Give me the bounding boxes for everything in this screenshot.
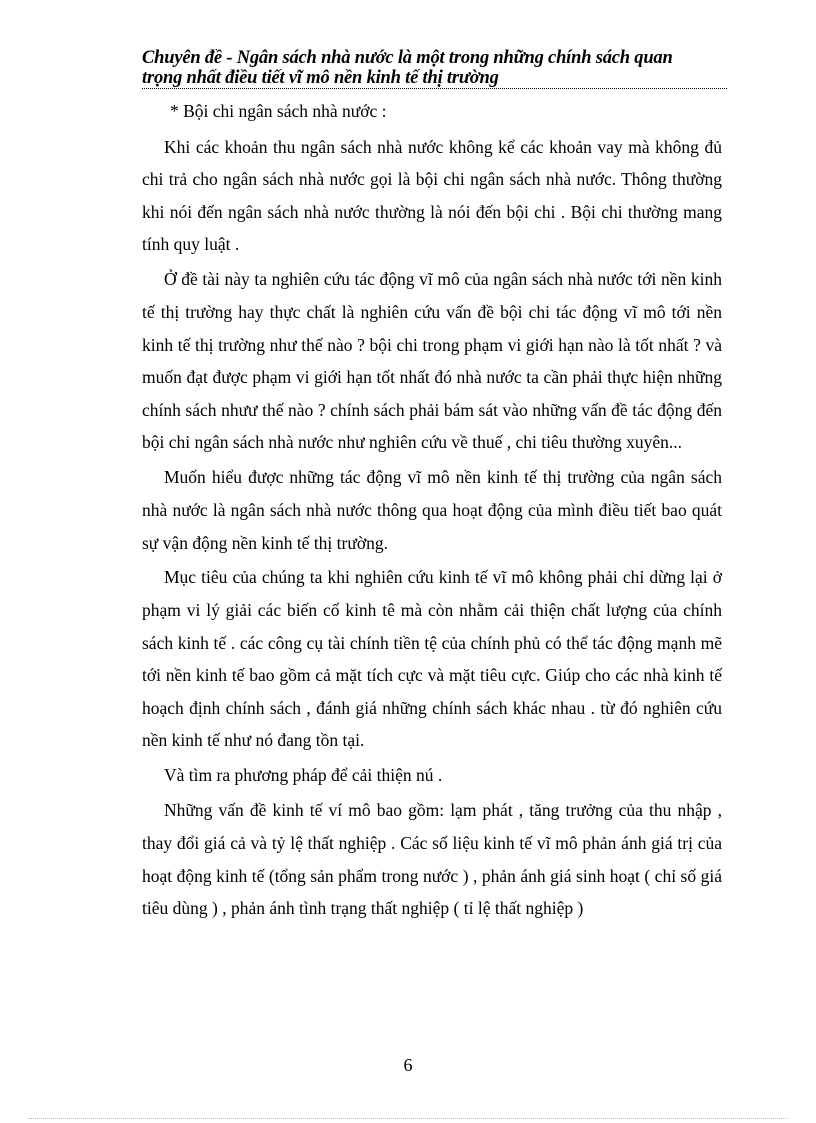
paragraph: Những vấn đề kinh tế ví mô bao gồm: lạm phát , tăng trưởng của thu nhập , thay đổi giá cả và tỷ lệ thất nghiệp . Các số liệu kinh tế vĩ mô phản ánh giá trị của hoạt động kinh tế (tổng sản phẩm trong nước ) , phản ánh giá sinh hoạt ( chỉ số giá tiêu dùng ) , phản ánh tình trạng thất nghiệp ( tỉ lệ thất nghiệp ) — [142, 800, 722, 919]
header-title-line-1: Chuyên đề - Ngân sách nhà nước là một trong những chính sách quan — [142, 48, 673, 68]
paragraph: Mục tiêu của chúng ta khi nghiên cứu kinh tế vĩ mô không phải chỉ dừng lại ở phạm vi lý giải các biến cố kinh tê mà còn nhằm cải thiện chất lượng của chính sách kinh tế . các công cụ tài chính tiền tệ của chính phủ có thể tác động mạnh mẽ tới nền kinh tế bao gồm cả mặt tích cực và mặt tiêu cực. Giúp cho các nhà kinh tế hoạch định chính sách , đánh giá những chính sách khác nhau . từ đó nghiên cứu nền kinh tế như nó đang tồn tại. — [142, 567, 722, 751]
section-subheading: * Bội chi ngân sách nhà nước : — [170, 101, 387, 121]
header-divider — [142, 88, 727, 89]
paragraph: Khi các khoản thu ngân sách nhà nước không kể các khoản vay mà không đủ chi trả cho ngân sách nhà nước gọi là bội chi ngân sách nhà nước. Thông thường khi nói đến ngân sách nhà nước thường là nói đến bội chi . Bội chi thường mang tính quy luật . — [142, 136, 722, 255]
paragraph: Muốn hiểu được những tác động vĩ mô nền kinh tế thị trường của ngân sách nhà nước là ngân sách nhà nước thông qua hoạt động của mình điều tiết bao quát sự vận động nền kinh tế thị trường. — [142, 467, 722, 553]
footer-divider — [28, 1118, 788, 1119]
page-number: 6 — [403, 1055, 413, 1075]
header-title-line-2: trọng nhất điều tiết vĩ mô nền kinh tế thị trường — [142, 68, 499, 88]
paragraph: Và tìm ra phương pháp để cải thiện nú . — [164, 765, 443, 786]
page-header — [142, 48, 727, 88]
document-body — [142, 95, 722, 927]
paragraph: Ở đề tài này ta nghiên cứu tác động vĩ mô của ngân sách nhà nước tới nền kinh tế thị trường hay thực chất là nghiên cứu vấn đề bội chi tác động vĩ mô tới nền kinh tế thị trường như thế nào ? bội chi trong phạm vi giới hạn nào là tốt nhất ? và muốn đạt được phạm vi giới hạn tốt nhất đó nhà nước ta cần phải thực hiện những chính sách nhưư thế nào ? chính sách phải bám sát vào những vấn đề tác động đến bội chi ngân sách nhà nước như nghiên cứu về thuế , chi tiêu thường xuyên... — [142, 269, 722, 453]
